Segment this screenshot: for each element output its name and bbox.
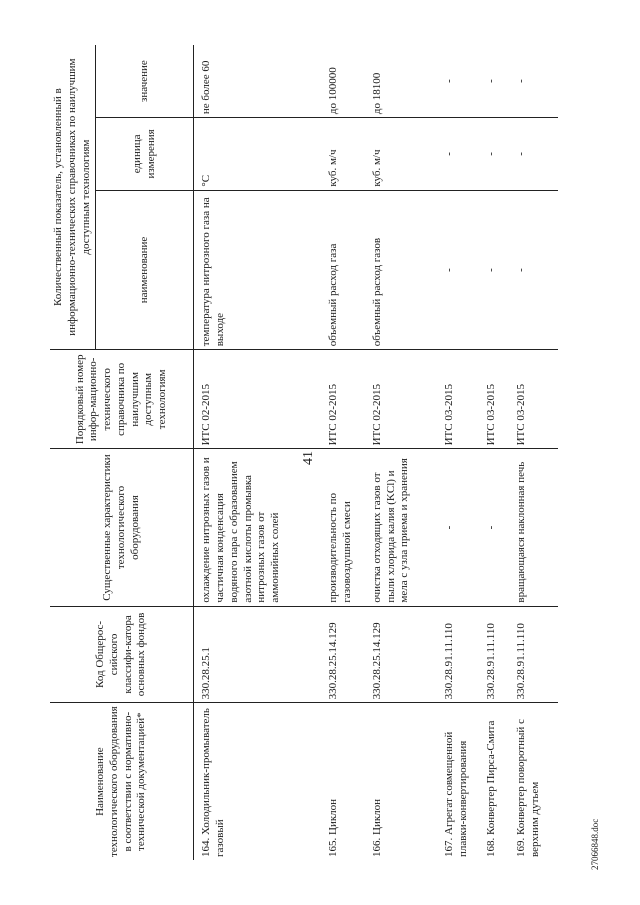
table-row — [324, 45, 368, 860]
cell-value: - — [442, 79, 455, 83]
cell-characteristics: производительность по газовоздушной смеси — [324, 449, 368, 606]
cell-value: - — [514, 79, 527, 83]
page-number: 41 — [301, 451, 316, 465]
cell-value: не более 60 — [200, 60, 213, 115]
table-row — [368, 45, 440, 860]
cell-code: 330.28.91.11.110 — [440, 606, 482, 703]
cell-its: ИТС 03-2015 — [482, 350, 512, 449]
cell-indicator: - — [482, 190, 512, 350]
cell-characteristics: охлаждение нитрозных газов и частичная конденсация водяного пара с образованием азотной кислоты промывка нитрозных газов от аммонийных солей — [194, 449, 324, 606]
header-unit: единица измерения — [96, 118, 194, 191]
header-characteristics: Существенные характеристики технологического оборудования — [50, 449, 194, 606]
cell-equipment-name: 166.Циклон — [368, 703, 440, 860]
document-file-code: 27066848.doc — [590, 818, 600, 870]
cell-unit: °С — [194, 118, 324, 191]
cell-indicator: - — [512, 190, 558, 350]
header-okof-code: Код Общерос-сийского классифи-катора основных фондов — [50, 606, 194, 703]
cell-unit: куб. м/ч — [368, 118, 440, 191]
cell-indicator: объемный расход газов — [368, 190, 440, 350]
header-equipment-name: Наименование технологического оборудования в соответствии с нормативно-технической документацией* — [50, 703, 194, 860]
cell-unit: - — [512, 118, 558, 191]
header-value: значение — [96, 45, 194, 118]
cell-characteristics: очистка отходящих газов от пыли хлорида калия (KCl) и мела с узла приема и хранения — [368, 449, 440, 606]
rotated-table-container — [50, 45, 625, 860]
cell-code: 330.28.91.11.110 — [482, 606, 512, 703]
cell-code: 330.28.91.11.110 — [512, 606, 558, 703]
cell-unit: - — [440, 118, 482, 191]
cell-code: 330.28.25.14.129 — [324, 606, 368, 703]
table-row — [482, 45, 512, 860]
cell-code: 330.28.25.1 — [194, 606, 324, 703]
header-its-number: Порядковый номер инфор-мационно-технического справочника по наилучшим доступным технологиям — [50, 350, 194, 449]
cell-value: до 18100 — [370, 72, 383, 115]
cell-its: ИТС 03-2015 — [440, 350, 482, 449]
cell-unit: - — [482, 118, 512, 191]
cell-characteristics: - — [482, 449, 512, 606]
table-row — [194, 45, 324, 860]
cell-equipment-name: 165.Циклон — [324, 703, 368, 860]
cell-unit: куб. м/ч — [324, 118, 368, 191]
cell-its: ИТС 03-2015 — [512, 350, 558, 449]
table-row — [440, 45, 482, 860]
equipment-table — [50, 45, 558, 860]
cell-indicator: - — [440, 190, 482, 350]
cell-indicator: объемный расход газа — [324, 190, 368, 350]
cell-equipment-name: 169.Конвертер поворотный с верхним дутьем — [512, 703, 558, 860]
cell-equipment-name: 168.Конвертер Пирса-Смита — [482, 703, 512, 860]
cell-indicator: температура нитрозного газа на выходе — [194, 190, 324, 350]
cell-value: до 100000 — [326, 67, 339, 115]
header-indicator-name: наименование — [96, 190, 194, 350]
cell-its: ИТС 02-2015 — [194, 350, 324, 449]
cell-its: ИТС 02-2015 — [368, 350, 440, 449]
cell-equipment-name: 167.Агрегат совмещенной плавки-конвертирования — [440, 703, 482, 860]
cell-code: 330.28.25.14.129 — [368, 606, 440, 703]
cell-its: ИТС 02-2015 — [324, 350, 368, 449]
cell-characteristics: вращающаяся наклонная печь — [512, 449, 558, 606]
table-row — [512, 45, 558, 860]
cell-characteristics: - — [440, 449, 482, 606]
cell-equipment-name: 164.Холодильник-промыватель газовый — [194, 703, 324, 860]
header-indicator-group: Количественный показатель, установленный в информационно-технических справочниках по наилучшим доступным технологиям — [50, 45, 96, 350]
cell-value: - — [484, 79, 497, 83]
